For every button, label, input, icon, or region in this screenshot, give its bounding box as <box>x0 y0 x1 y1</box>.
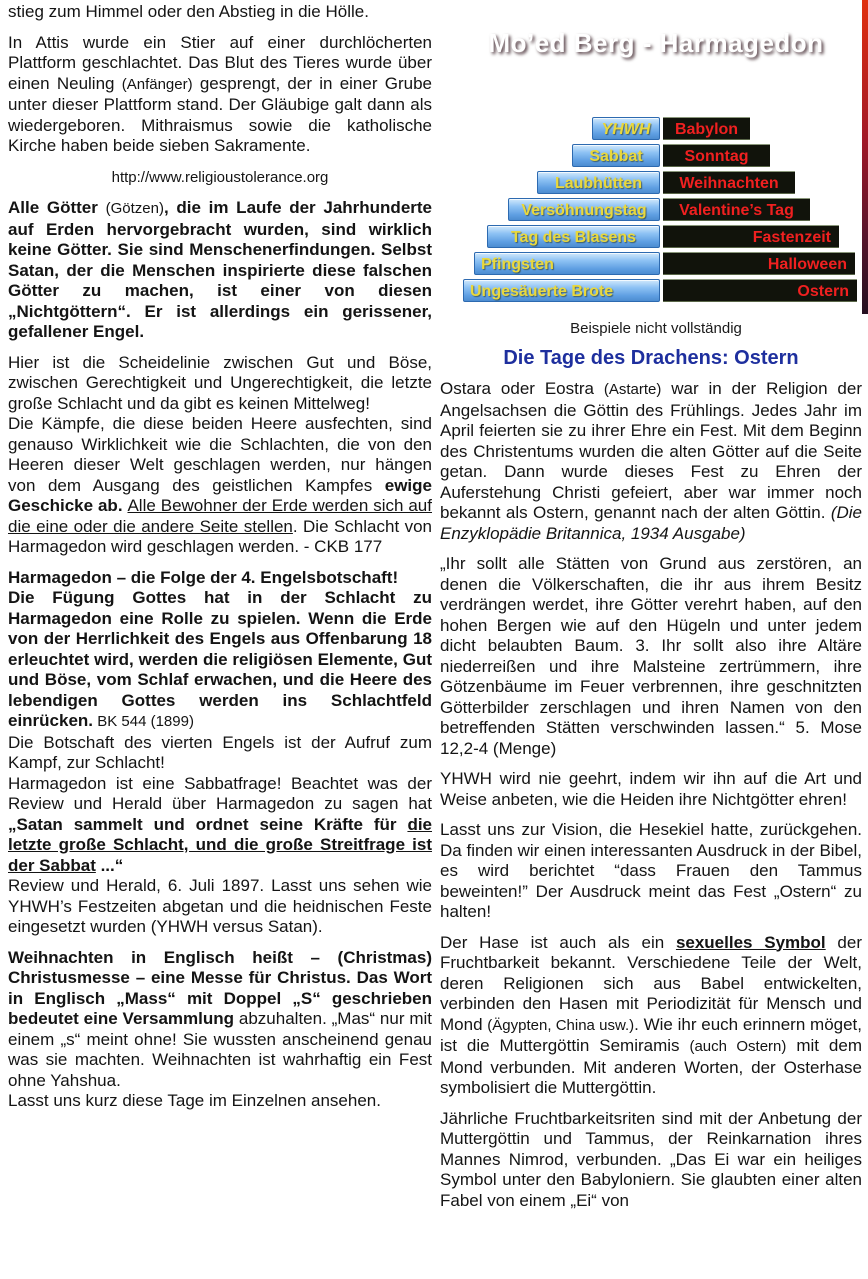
text-run: Die Kämpfe, die diese beiden Heere ausfechten, sind genauso Wirklichkeit wie die Schlachten, die von den Heeren dieser Welt geschlagen werden, nur hängen von dem Ausgang des geistlichen Kampfes <box>8 414 432 495</box>
text-run: stieg zum Himmel oder den Abstieg in die Hölle. <box>8 2 369 21</box>
left-text-column <box>8 2 432 1122</box>
babylon-festival-cell: Valentine’s Tag <box>663 198 810 221</box>
text-run: Lasst uns kurz diese Tage im Einzelnen ansehen. <box>8 1091 381 1110</box>
text-run: Weihnachten in Englisch heißt – (Christmas) Christusmesse – eine Messe für Christus. Das Wort in Englisch „Mass“ mit Doppel „S“ geschrieben bedeutet eine Versammlung <box>8 947 432 1028</box>
babylon-festival-cell: Sonntag <box>663 144 770 167</box>
festival-row <box>452 252 860 277</box>
paragraph <box>8 353 432 558</box>
text-run: Alle Bewohner der Erde werden sich auf die eine oder die andere Seite stellen <box>8 496 432 536</box>
text-run: „Satan sammelt und ordnet seine Kräfte für <box>8 814 408 834</box>
paragraph <box>8 33 432 157</box>
paragraph <box>440 933 862 1099</box>
paragraph <box>8 167 432 189</box>
text-run: Jährliche Fruchtbarkeitsriten sind mit der Anbetung der Muttergöttin und Tammus, der Reinkarnation ihres Mannes Nimrod, verbunden. „Das Ei war ein heiliges Symbol unter den Babyloniern. Sie glaubten einer alten Fabel von einem „Ei“ von <box>440 1108 862 1210</box>
text-run: , die im Laufe der Jahrhunderte auf Erden hervorgebracht wurden, sind wirklich keine Götter. Sie sind Menschenerfindungen. Selbst Satan, der die Menschen inspirierte diese falschen Götter zu machen, ist einer von diesen „Nichtgöttern“. Er ist allerdings ein gerissener, gefallener Engel. <box>8 198 433 341</box>
festival-row <box>452 225 860 250</box>
babylon-festival-cell: Weihnachten <box>663 171 795 194</box>
text-run: (Anfänger) <box>121 75 193 93</box>
babylon-festival-cell: Halloween <box>663 252 855 275</box>
festival-row <box>452 117 860 142</box>
paragraph <box>440 554 862 759</box>
text-run: abzuhalten. „Mas“ nur mit einem „s“ meint ohne! Sie wussten anscheinend genau was sie machten. Weihnachten ist wahrhaftig ein Fest ohne Yahshua. <box>8 1009 433 1090</box>
yhwh-festival-cell: Pfingsten <box>474 252 660 275</box>
graphic-title: Mo’ed Berg - Harmagedon <box>488 28 824 58</box>
yhwh-festival-cell: Versöhnungstag <box>508 198 660 221</box>
paragraph <box>8 948 432 1112</box>
yhwh-festival-cell: Tag des Blasens <box>487 225 660 248</box>
text-run: . Die Schlacht von Harmagedon wird geschlagen werden. - CKB 177 <box>8 516 432 556</box>
text-run: gesprengt, der in einer Grube unter dieser Plattform stand. Der Gläubige galt dann als wiedergeboren. Mithraismus sowie die katholische Kirche haben beide sieben Sakramente. <box>8 73 432 155</box>
paragraph <box>440 820 862 923</box>
paragraph <box>8 2 432 23</box>
yhwh-festival-cell: Sabbat <box>572 144 660 167</box>
text-run: Review und Herald, 6. Juli 1897. Lasst uns sehen wie YHWH’s Festzeiten abgetan und die heidnischen Feste eingesetzt wurden (YHWH versus Satan). <box>8 876 432 936</box>
festival-row <box>452 144 860 169</box>
text-run: Harmagedon – die Folge der 4. Engelsbotschaft! <box>8 567 399 587</box>
paragraph <box>440 379 862 544</box>
text-run: Hier ist die Scheidelinie zwischen Gut und Böse, zwischen Gerechtigkeit und Ungerechtigkeit, die letzte große Schlacht und da gibt es keinen Mittelweg! <box>8 352 432 413</box>
moed-berg-harmagedon-graphic <box>452 6 860 312</box>
text-run: Lasst uns zur Vision, die Hesekiel hatte, zurückgehen. Da finden wir einen interessanten Ausdruck in der Bibel, es wird berichtet “dass Frauen den Tammus beweinten!” Der Ausdruck meint das Fest „Ostern“ zu halten! <box>440 820 862 921</box>
text-run: ewige Geschicke ab. <box>8 475 432 515</box>
babylon-festival-cell: Babylon <box>663 117 750 140</box>
text-run: die letzte große Schlacht, und die große Streitfrage ist der Sabbat <box>8 814 432 875</box>
text-run: „Ihr sollt alle Stätten von Grund aus zerstören, an denen die Völkerschaften, die ihr aus ihrem Besitz verdrängen werdet, ihre Götter verehrt haben, auf den hohen Bergen wie auf den Hügeln und unter jedem dicht belaubten Baum. 3. Ihr sollt also ihre Altäre niederreißen und ihre Malsteine zertrümmern, ihre Götzenbäume im Feuer verbrennen, ihre geschnitzten Götterbilder zerschlagen und ihren Namen von den betreffenden Stätten verschwinden lassen.“ 5. Mose 12,2-4 (Menge) <box>440 554 862 758</box>
paragraph <box>8 568 432 938</box>
text-run: In Attis wurde ein Stier auf einer durchlöcherten Plattform geschlachtet. Das Blut des Tieres wurde über einen Neuling <box>8 32 432 93</box>
festival-row <box>452 279 860 304</box>
paragraph <box>440 769 862 810</box>
text-run: Der Hase ist auch als ein <box>440 932 676 952</box>
text-run: Die Botschaft des vierten Engels ist der Aufruf zum Kampf, zur Schlacht! <box>8 732 432 772</box>
babylon-festival-cell: Ostern <box>663 279 857 302</box>
text-run: (auch Ostern) <box>689 1038 787 1055</box>
text-run: (Die Enzyklopädie Britannica, 1934 Ausgabe) <box>440 503 862 543</box>
text-run: der Fruchtbarkeit bekannt. Verschiedene Teile der Welt, deren Religionen sich aus Babel entwickelten, verbinden den Hasen mit Periodizität für Mensch und Mond <box>440 932 863 1034</box>
yhwh-festival-cell: Ungesäuerte Brote <box>463 279 660 302</box>
scan-edge-artifact <box>862 0 868 314</box>
text-run: http://www.religioustolerance.org <box>111 168 329 186</box>
text-run: BK 544 (1899) <box>93 713 194 730</box>
section-heading: Die Tage des Drachens: Ostern <box>503 347 799 369</box>
text-run: war in der Religion der Angelsachsen die Göttin des Frühlings. Jedes Jahr im April feierten sie zu ihrer Ehre ein Fest. Mit dem Beginn des Christentums wurden die alten Götter auf die Seite getan. Dann wurde dieses Fest zu Ehren der Auferstehung Christi gefeiert, aber war immer noch bekannt als Ostern, genannt nach der alten Göttin. <box>440 379 862 522</box>
right-text-column <box>440 0 862 1221</box>
graphic-caption: Beispiele nicht vollständig <box>570 320 742 337</box>
babylon-festival-cell: Fastenzeit <box>663 225 839 248</box>
text-run: Ostara oder Eostra <box>440 379 604 398</box>
text-run: (Ägypten, China usw.) <box>487 1016 635 1034</box>
text-run: (Astarte) <box>603 381 662 398</box>
right-paragraphs <box>440 379 862 1211</box>
paragraph <box>8 198 432 343</box>
text-run: Alle Götter <box>8 198 106 217</box>
text-run: YHWH wird nie geehrt, indem wir ihn auf die Art und Weise anbeten, wie die Heiden ihre Nichtgötter ehren! <box>440 769 862 809</box>
festival-row <box>452 171 860 196</box>
text-run: Die Fügung Gottes hat in der Schlacht zu Harmagedon eine Rolle zu spielen. Wenn die Erde von der Herrlichkeit des Engels aus Offenbarung 18 erleuchtet wird, werden die religiösen Elemente, Gut und Böse, vom Schlaf erwachen, und die Heere des lebendigen Gottes werden ins Schlachtfeld einrücken. <box>8 588 432 730</box>
paragraph <box>440 1109 862 1212</box>
festival-row <box>452 198 860 223</box>
text-run: ...“ <box>95 855 124 875</box>
yhwh-festival-cell: YHWH <box>592 117 660 140</box>
text-run: . Wie ihr euch erinnern möget, ist die Muttergöttin Semiramis <box>440 1014 863 1055</box>
text-run: mit dem Mond verbunden. Mit anderen Worten, der Osterhase symbolisiert die Muttergöttin. <box>440 1036 862 1097</box>
yhwh-festival-cell: Laubhütten <box>537 171 660 194</box>
text-run: (Götzen) <box>105 200 164 217</box>
text-run: Harmagedon ist eine Sabbatfrage! Beachtet was der Review und Herald über Harmagedon zu sagen hat <box>8 773 432 813</box>
text-run: sexuelles Symbol <box>675 932 826 952</box>
